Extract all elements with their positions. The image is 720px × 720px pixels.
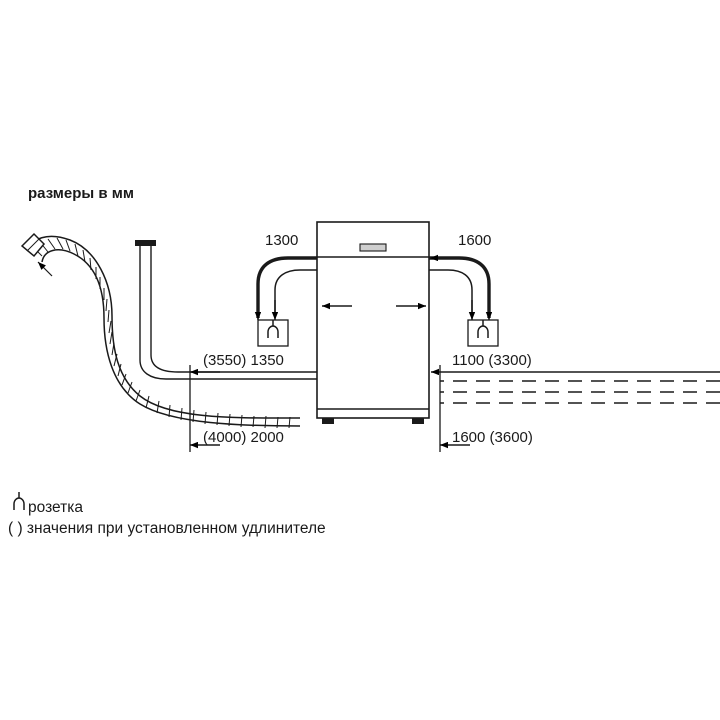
legend-socket-symbol (14, 492, 24, 510)
dimension-label-1600-3600: 1600 (3600) (452, 429, 533, 446)
diagram-title: размеры в мм (28, 185, 134, 202)
left-power-cord (258, 258, 317, 320)
legend-extension-label: ( ) значения при установленном удлинителе (8, 520, 326, 537)
supply-hose-lines (135, 240, 317, 379)
socket-icon-left (258, 320, 288, 346)
right-supply-lines (431, 365, 720, 452)
right-power-cord (429, 258, 489, 320)
legend-socket-label: розетка (28, 499, 83, 516)
socket-icon-right (468, 320, 498, 346)
dimension-label-4000-2000: (4000) 2000 (203, 429, 284, 446)
left-dimension-leaders (190, 365, 220, 452)
dimension-label-1600-top: 1600 (458, 232, 492, 249)
dimension-label-1300: 1300 (265, 232, 299, 249)
dimension-label-1100-3300: 1100 (3300) (452, 352, 532, 369)
dimension-label-3550-1350: (3550) 1350 (203, 352, 284, 369)
dishwasher-body (317, 222, 429, 424)
